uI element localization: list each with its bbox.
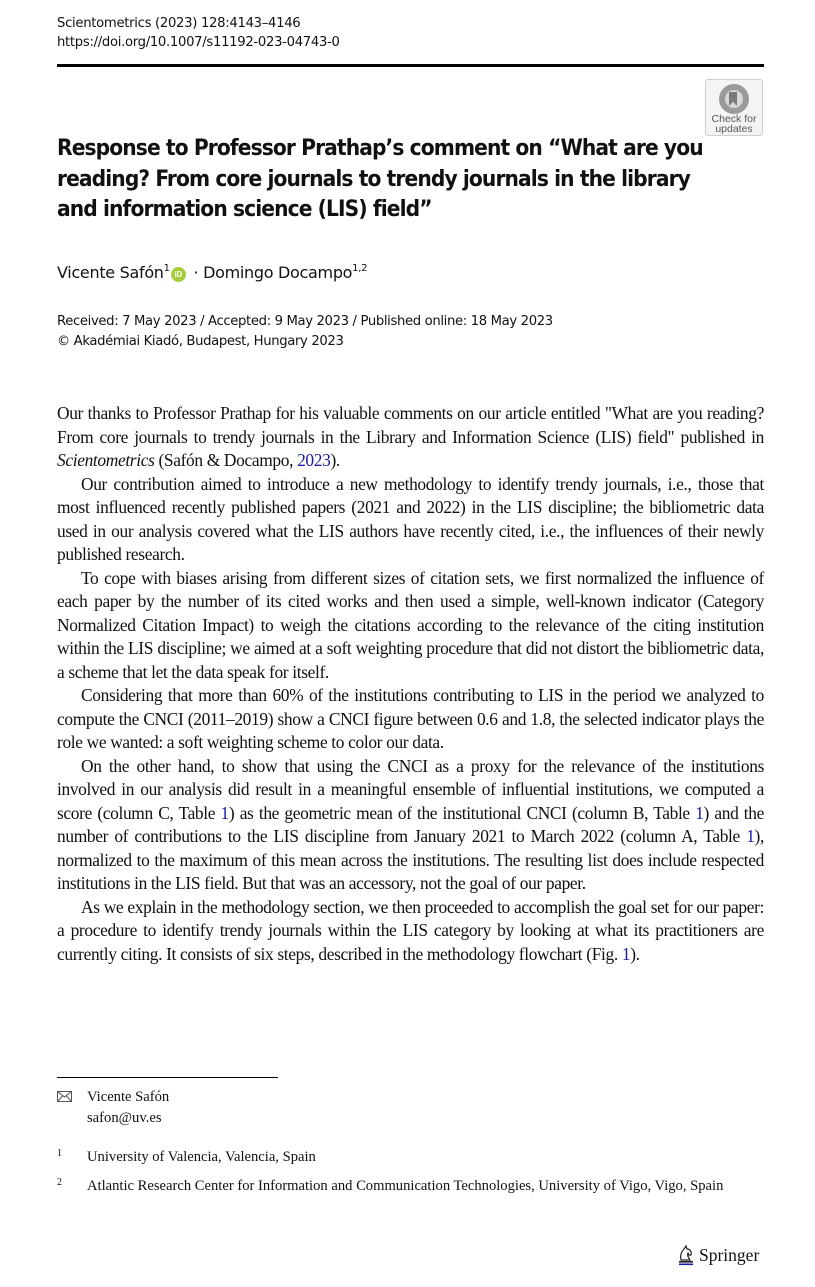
journal-name: Scientometrics [57,450,155,470]
figure-ref-link[interactable]: 1 [621,943,631,964]
paragraph-text: ), normalized to the maximum of this mean across the institutions. The resulting list does include respected institutions in the LIS field. But that was an accessory, not the goal of our paper. [57,826,764,893]
body-paragraph [57,402,764,473]
doi-link[interactable]: https://doi.org/10.1007/s11192-023-04743-0 [57,35,340,50]
publisher-logo [677,1244,759,1266]
article-dates: Received: 7 May 2023 / Accepted: 9 May 2023 / Published online: 18 May 2023 [57,314,553,329]
footnote-rule [57,1077,278,1078]
author-name[interactable]: Vicente Safón [57,263,164,282]
body-paragraph: Our contribution aimed to introduce a new methodology to identify trendy journals, i.e., those that most influenced recently published papers (2021 and 2022) in the LIS discipline; the bibliometric data used in our analysis covered what the LIS authors have recently cited, i.e., the influences of their newly published research. [57,473,764,564]
body-paragraph: To cope with biases arising from different sizes of citation sets, we first normalized the influence of each paper by the number of its cited works and then used a simple, well-known indicator (Category Normalized Citation Impact) to weigh the citations according to the relevance of the citing institution within the LIS discipline; we aimed at a soft weighting procedure that did not distort the bibliometric data, a scheme that let the data speak for itself. [57,567,764,682]
body-paragraph [57,896,764,967]
citation-link[interactable]: 2023 [297,450,331,470]
article-body [57,402,764,966]
paragraph-text: As we explain in the methodology section, we then proceeded to accomplish the goal set for our paper: a procedure to identify trendy journals within the LIS category by looking at what its practitioners are currently citing. It consists of six steps, described in the methodology flowchart (Fig. [57,896,764,964]
author-separator: · [193,263,199,282]
paragraph-text: Our thanks to Professor Prathap for his valuable comments on our article entitled "What are you reading? From core journals to trendy journals in the Library and Information Science (LIS) field" published in [57,403,764,447]
corresponding-author-name: Vicente Safón [87,1089,170,1105]
affiliation-number: 1 [57,1148,62,1159]
copyright-notice: © Akadémiai Kiadó, Budapest, Hungary 2023 [57,334,344,349]
publisher-name: Springer [699,1245,760,1265]
paragraph-text: ). [330,450,340,470]
header-rule [57,64,764,67]
author-affiliation-marker: 1,2 [352,263,368,274]
paragraph-text: On the other hand, to show that using the CNCI as a proxy for the relevance of the institutions involved in our analysis did result in a meaningful ensemble of influential institutions, we computed a score (column C, Table [57,755,764,823]
check-for-updates-badge[interactable] [705,79,763,136]
body-paragraph: Considering that more than 60% of the institutions contributing to LIS in the period we analyzed to compute the CNCI (2011–2019) show a CNCI figure between 0.6 and 1.8, the selected indicator plays the role we wanted: a soft weighting scheme to color our data. [57,685,764,752]
running-head [57,14,340,52]
author-name[interactable]: Domingo Docampo [203,263,353,282]
paragraph-text: ) as the geometric mean of the institutional CNCI (column B, Table [228,802,696,823]
springer-horse-icon [677,1244,695,1266]
article-title: Response to Professor Prathap’s comment on “What are you reading? From core journals to trendy journals in the library and information science (LIS) field” [57,135,703,222]
author-list [57,258,367,284]
envelope-icon [57,1091,72,1102]
paragraph-text: (Safón & Docampo, [154,450,298,470]
orcid-icon[interactable]: iD [171,267,186,282]
author-affiliation-marker: 1 [163,263,170,274]
table-ref-link[interactable]: 1 [746,826,755,846]
affiliation-number: 2 [57,1177,62,1188]
body-paragraph [57,755,764,896]
crossmark-icon [719,84,749,114]
corresponding-author-email[interactable]: safon@uv.es [87,1110,162,1126]
table-ref-link[interactable]: 1 [220,802,229,823]
crossmark-label-line2: updates [715,123,753,135]
publication-history [57,312,553,352]
paragraph-text: ). [630,943,640,964]
crossmark-label-line1: Check for [711,113,757,125]
affiliation-text: Atlantic Research Center for Information and Communication Technologies, University of Vigo, Vigo, Spain [87,1178,724,1194]
journal-citation: Scientometrics (2023) 128:4143–4146 [57,16,301,31]
paragraph-text: ) and the number of contributions to the LIS discipline from January 2021 to March 2022 (column A, Table [57,802,764,846]
table-ref-link[interactable]: 1 [695,802,704,823]
affiliation-text: University of Valencia, Valencia, Spain [87,1149,316,1165]
